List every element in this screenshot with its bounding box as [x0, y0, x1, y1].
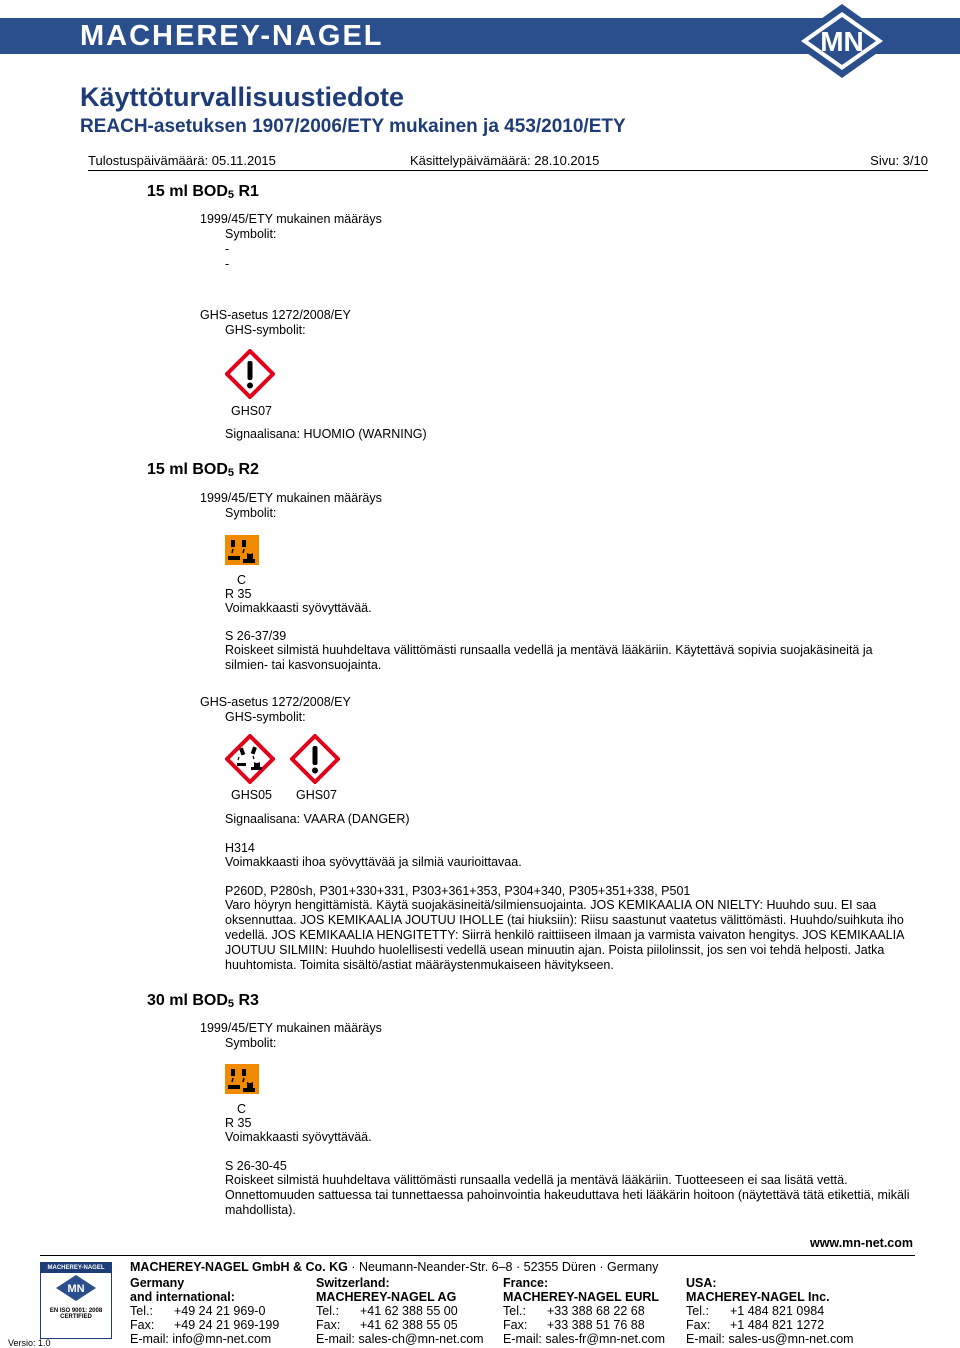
footer-col-switzerland: Switzerland: MACHEREY-NAGEL AG Tel.: +41 62 388 55 00 Fax: +41 62 388 55 05 E-mail: sales-ch@mn-net.com — [316, 1276, 484, 1346]
iso-cert-icon — [40, 1262, 112, 1339]
signal-word-r1: Signaalisana: HUOMIO (WARNING) — [225, 427, 427, 441]
hazard-corrosive-c-icon — [225, 1064, 259, 1094]
s-text-r3: Roiskeet silmistä huuhdeltava välittömästi runsaalla vedellä ja mentävä lääkäriin. Tuotteeseen ei saa lisätä vettä. Onnettomuuden sattuessa tai tunnettaessa pahoinvointia hakeuduttava heti lääkärin hoitoon (näytettävä tätä etikettiä, mikäli mahdollista). — [225, 1173, 910, 1217]
email-france[interactable]: E-mail: sales-fr@mn-net.com — [503, 1332, 666, 1346]
hazard-corrosive-c-icon — [225, 535, 259, 565]
ghs05-corrosion-icon — [225, 734, 275, 784]
section-title-r2: 15 ml $BOD_5$ R2 — [147, 461, 259, 479]
r-phrase-r2: R 35 — [225, 587, 252, 601]
s-text-r2: Roiskeet silmistä huuhdeltava välittömästi runsaalla vedellä ja mentävä lääkäriin. Käytettävä sopivia suojakäsineitä ja silmien- tai kasvonsuojainta. — [225, 643, 873, 672]
ghs-regulation-r2: GHS-asetus 1272/2008/EY — [200, 695, 351, 709]
ghs07-exclamation-icon — [225, 349, 275, 399]
signal-word-r2: Signaalisana: VAARA (DANGER) — [225, 812, 410, 826]
ghs-code-r1: GHS07 — [231, 404, 272, 418]
directive-r3: 1999/45/ETY mukainen määräys — [200, 1021, 382, 1035]
r-phrase-r3: R 35 — [225, 1116, 252, 1130]
footer-divider — [40, 1255, 915, 1256]
document-title: Käyttöturvallisuustiedote — [80, 82, 405, 112]
symbol-dash-2: - — [225, 257, 230, 271]
mn-logo-icon — [782, 2, 902, 80]
p-text-r2: Varo höyryn hengittämistä. Käytä suojakäsineitä/silmiensuojainta. JOS KEMIKAALIA ON NIELTY: Huuhdo suu. EI saa oksennuttaa. JOS KEMIKAALIA JOUTUU IHOLLE (tai hiuksiin): Riisu saastunut vaatetus välittömästi. Huuhdo/suihkuta iho vedellä. JOS KEMIKAALIA HENGITETTY: Siirrä henkilö raittiiseen ilmaan ja varmista vaivaton hengitys. JOS KEMIKAALIA JOUTUU SILMIIN: Huuhdo huolellisesti vedellä usean minuutin ajan. Poista piilolinssit, jos sen voi tehdä helposti. Jatka huuhtomista. Toimita sisältö/astiat määräystenmukaiseen hävitykseen. — [225, 898, 904, 972]
ghs-regulation-r1: GHS-asetus 1272/2008/EY — [200, 308, 351, 322]
h-code-r2: H314 — [225, 841, 255, 855]
logo-text: MN — [820, 26, 864, 57]
cert-text-1: EN ISO 9001: 2008 — [49, 1308, 103, 1314]
email-usa[interactable]: E-mail: sales-us@mn-net.com — [686, 1332, 854, 1346]
symbols-label-r2: Symbolit: — [225, 506, 277, 520]
s-phrase-r2: S 26-37/39 — [225, 629, 287, 643]
directive-r1: 1999/45/ETY mukainen määräys — [200, 212, 382, 226]
section-title-r1: 15 ml $BOD_5$ R1 — [147, 183, 259, 201]
cert-brand: MACHEREY-NAGEL — [41, 1263, 111, 1273]
page-number: Sivu: 3/10 — [870, 153, 928, 168]
company-line: MACHEREY-NAGEL GmbH & Co. KG · Neumann-Neander-Str. 6–8 · 52355 Düren · Germany — [130, 1260, 659, 1274]
revision-date: Käsittelypäivämäärä: 28.10.2015 — [410, 153, 600, 168]
website-link[interactable]: www.mn-net.com — [809, 1236, 913, 1250]
ghs-code-r2-2: GHS07 — [296, 788, 337, 802]
r-text-r3: Voimakkaasti syövyttävää. — [225, 1130, 372, 1144]
r-text-r2: Voimakkaasti syövyttävää. — [225, 601, 372, 615]
meta-row — [88, 153, 928, 171]
s-phrase-r3: S 26-30-45 — [225, 1159, 287, 1173]
symbol-code-r3: C — [237, 1102, 247, 1116]
symbols-label-r3: Symbolit: — [225, 1036, 277, 1050]
email-germany[interactable]: E-mail: info@mn-net.com — [130, 1332, 272, 1346]
symbol-dash-1: - — [225, 242, 230, 256]
footer-col-usa: USA: MACHEREY-NAGEL Inc. Tel.: +1 484 821 0984 Fax: +1 484 821 1272 E-mail: sales-us@mn-net.com — [686, 1276, 854, 1346]
directive-r2: 1999/45/ETY mukainen määräys — [200, 491, 382, 505]
email-switzerland[interactable]: E-mail: sales-ch@mn-net.com — [316, 1332, 484, 1346]
cert-mn-logo-icon — [41, 1273, 111, 1303]
header-divider — [88, 170, 928, 171]
svg-text:MN: MN — [67, 1283, 85, 1295]
ghs07-exclamation-icon — [290, 734, 340, 784]
symbol-code-r2: C — [237, 573, 247, 587]
document-subtitle: REACH-asetuksen 1907/2006/ETY mukainen ja 453/2010/ETY — [80, 116, 626, 137]
cert-text-2: CERTIFIED — [60, 1314, 92, 1320]
ghs-symbols-label-r2: GHS-symbolit: — [225, 710, 306, 724]
version-label: Versio: 1.0 — [8, 1338, 51, 1348]
print-date: Tulostuspäivämäärä: 05.11.2015 — [88, 153, 276, 168]
section-title-r3: 30 ml $BOD_5$ R3 — [147, 992, 259, 1010]
ghs-code-r2-1: GHS05 — [231, 788, 272, 802]
symbols-label-r1: Symbolit: — [225, 227, 277, 241]
p-codes-r2: P260D, P280sh, P301+330+331, P303+361+353, P304+340, P305+351+338, P501 — [225, 884, 691, 898]
footer-col-france: France: MACHEREY-NAGEL EURL Tel.: +33 388 68 22 68 Fax: +33 388 51 76 88 E-mail: sales-fr@mn-net.com — [503, 1276, 666, 1346]
h-text-r2: Voimakkaasti ihoa syövyttävää ja silmiä vaurioittavaa. — [225, 855, 522, 869]
ghs-symbols-label-r1: GHS-symbolit: — [225, 323, 306, 337]
brand-name: MACHEREY-NAGEL — [80, 20, 384, 52]
footer-col-germany: Germany and international: Tel.: +49 24 21 969-0 Fax: +49 24 21 969-199 E-mail: info@mn-net.com — [130, 1276, 280, 1346]
